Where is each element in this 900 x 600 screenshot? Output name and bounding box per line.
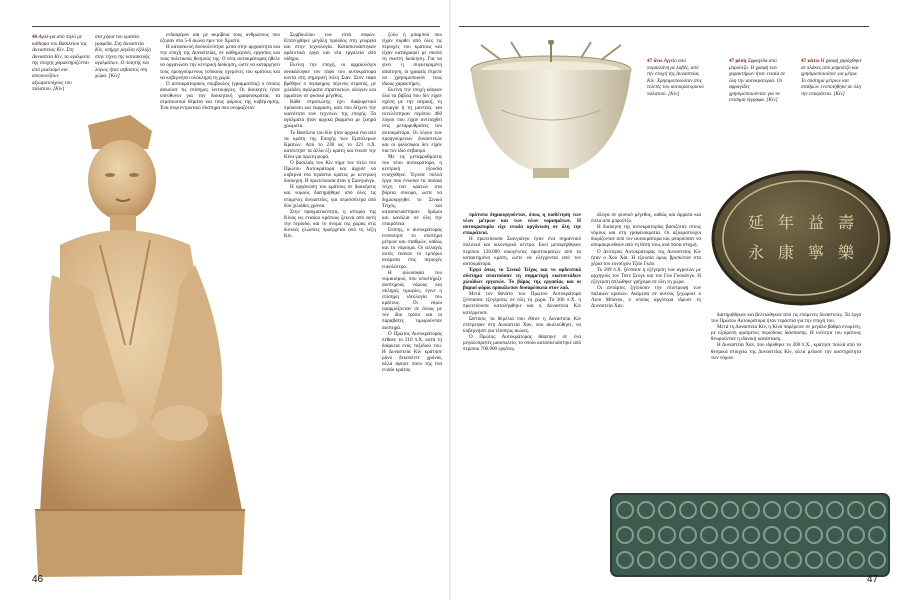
paragraph: Εκείνη την εποχή, οι αρχαιολόγοι ανακάλυψαν τον τάφο του αυτοκράτορα κοντά στη σημερινή πόλη Σιάν. Στον τάφο βρέθηκε ο περίφημος πήλινος στρατός, με χιλιάδες αγάλματα στρατιωτών, αλόγων και αρμάτων σε φυσικό μέγεθος. xyxy=(284,62,376,99)
caption-number: 46 xyxy=(32,34,38,40)
paragraph: διατηρήθηκαν και βελτιώθηκαν από τις επόμενες δυναστείες. Τα έργα του Πρώτου Αυτοκράτορα ήταν τεράστια για την εποχή του. xyxy=(711,312,861,325)
seal-character: 寧 xyxy=(807,243,825,262)
figure-caption xyxy=(801,58,863,168)
paragraph: Η διοίκηση της αυτοκρατορίας βασιζόταν στους νόμους και στη γραφειοκρατία. Οι αξιωματούχοι διορίζονταν από τον αυτοκράτορα και μπορούσαν να απομακρυνθούν από τη θέση τους ανά πάσα στιγμή. xyxy=(591,224,701,249)
bowl-image xyxy=(461,40,641,200)
text-column-2 xyxy=(284,32,376,567)
bronze-plaque-image xyxy=(609,490,891,580)
paragraph: Η οργάνωση του κράτους σε διοικήσεις και νομούς διατηρήθηκε από όλες τις επόμενες δυναστείες, για περισσότερα από δύο χιλιάδες χρόνια. xyxy=(284,184,376,209)
paragraph: Ο αυτοκρατορικός σύμβουλος (γραμματέας) ο οποίος ασκούσε τις επίσημες λειτουργίες. Οι διοικητές ήταν υπεύθυνοι για την διοικητική γραφειοκρατία, τα στρατιωτικά θέματα και τους φόρους της κυβέρνησης. Ένα συγκεντρωτικό σύστημα που ονομαζόταν xyxy=(160,80,280,112)
paragraph: Έργα όπως το Σινικό Τείχος και το αρδευτικό σύστημα απαιτούσαν τη συμμετοχή εκατοντάδων χιλιάδων εργατών. Το βάρος της εργασίας και οι βαριοί φόροι προκάλεσαν δυσαρέσκεια στον λαό. xyxy=(463,266,581,292)
paragraph: Κάθε στρατιώτης έχει διαφορετικό πρόσωπο και έκφραση, κάτι που δείχνει την ικανότητα των τεχνιτών της εποχής. Τα αγάλματα ήταν αρχικά βαμμένα με ζωηρά χρώματα. xyxy=(284,99,376,130)
paragraph: Εκείνη την εποχή κάηκαν όλα τα βιβλία που δεν είχαν σχέση με την ιατρική, τη γεωργία ή τη μαντεία, και εκτελέστηκαν περίπου 460 λόγιοι που είχαν αντιταχθεί στις μεταρρυθμίσεις του αυτοκράτορα. Οι λόγιοι των προηγούμενων δυναστειών και οι φιλόσοφοι δεν είχαν πια τον ίδιο σεβασμό. xyxy=(382,86,442,154)
paragraph: Στην πραγματικότητα, η ιστορία της Κίνας ως ενιαίου κράτους ξεκινά από αυτή την περίοδο, και το όνομα της χώρας στις δυτικές γλώσσες προέρχεται από τη λέξη Κίν. xyxy=(284,208,376,240)
paragraph: Επίσης, ο αυτοκράτορας ενοποίησε το σύστημα μέτρων και σταθμών, καθώς και το νόμισμα. Οι αλλαγές αυτές έκαναν το εμπόριο ανάμεσα στις περιοχές ευκολότερο. xyxy=(382,227,442,270)
text-column-1 xyxy=(160,32,280,562)
seal-character: 壽 xyxy=(837,213,855,232)
paragraph: Ο Πρώτος Αυτοκράτορας θάφτηκε σε ένα μεγαλοπρεπές μαυσωλείο, το οποίο κατασκευάστηκε από περίπου 700.000 εργάτες. xyxy=(463,333,581,353)
paragraph: ενδιαφέρον και με ακρίβεια τους ανθρώπους που έζησαν στα 5-6 αιώνα πριν τον Χριστό. xyxy=(160,32,280,45)
caption-text: στα χέρια του κρατάει γραφίδα. Στη Δυναστεία Κίν, υπήρχε μεγάλη εξέλιξη στην τέχνη της κατασκευής αγαλμάτων. Ο ποιητής και λόγιος ήταν σεβαστός στη χώρα. [Κίν] xyxy=(95,34,151,79)
text-column-3 xyxy=(711,312,861,492)
paragraph: Ο βασιλιάς του Κίν πήρε τον τίτλο του Πρώτου Αυτοκράτορα και άρχισε να κυβερνά ένα τεράστιο κράτος με κεντρική διοίκηση. Η πρωτεύουσα ήταν η Σιανγιάνγκ. xyxy=(284,159,376,185)
caption-number: 47 άνω xyxy=(647,58,663,64)
paragraph: Ο Πρώτος Αυτοκράτορας πέθανε το 210 π.Χ. κατά τη διάρκεια ενός ταξιδιού του. Η Δυναστεία Κίν κράτησε μόνο δεκαπέντε χρόνια, αλλά άφησε πίσω της ένα ενιαίο κράτος. xyxy=(382,330,442,374)
paragraph: Η κατασκευή δυσκολεύτηκε μέσα στην αρχαιότητα και την εποχή της Δυναστείας, σε καθημερινές εργασίες και τους πολιτικούς θεσμούς της. Ο νέος αυτοκράτορας ήθελε να οργανώσει την κεντρική διοίκηση, ώστε να καταργήσει τους προηγούμενους τοπικούς ηγεμόνες του κράτους και να κυβερνήσει ολόκληρη τη χώρα. xyxy=(160,44,280,81)
paragraph: Το Βασίλειο του Κίν ήταν αρχικά ένα από τα κράτη της Εποχής των Εμπόλεμων Κρατών. Από το 230 ως το 221 π.Χ. κατέκτησε τα άλλα έξι κράτη και ένωσε την Κίνα για πρώτη φορά. xyxy=(284,129,376,160)
paragraph: Το 209 π.Χ. ξέσπασε η εξέγερση των αγροτών με αρχηγούς τον Τσεν Σενγκ και τον Γου Γκουάνγκ. Η εξέγερση απλώθηκε γρήγορα σε όλη τη χώρα. xyxy=(591,266,701,286)
seal-character: 永 xyxy=(747,243,765,262)
figure-caption xyxy=(729,58,787,168)
header-rule xyxy=(459,26,869,27)
paragraph: Με τις μεταρρυθμίσεις του νέου αυτοκράτορα, η κεντρική εξουσία ενισχύθηκε. Έγιναν πολλά έργα που ένωσαν τα παλαιά τείχη των κρατών στα βόρεια σύνορα, ώστε να δημιουργηθεί το Σινικό Τείχος, και κατασκευάστηκαν δρόμοι και κανάλια σε όλη την επικράτεια. xyxy=(382,153,442,227)
caption-text: Η γραφή χαράχθηκε σε πλάκες από μπρούτζο και χρησιμοποιούταν για μέτρα. Το σύστημα μέτρων και σταθμών ενοποιήθηκε σε όλη την επικράτεια. [Κίν] xyxy=(801,58,862,97)
text-column-3 xyxy=(382,32,442,567)
paragraph: Η πρωτεύουσα Σιανγιάνγκ ήταν ένα σημαντικό πολιτικό και οικονομικό κέντρο. Εκεί μεταφέρθηκαν περίπου 120.000 οικογένειες αριστοκρατών από τα κατακτημένα κράτη, ώστε να ελέγχονται από τον αυτοκράτορα. xyxy=(463,236,581,267)
header-rule xyxy=(32,26,440,27)
paragraph: Μετά τον θάνατο του Πρώτου Αυτοκράτορα ξέσπασαν εξεγέρσεις σε όλη τη χώρα. Το 206 π.Χ. η πρωτεύουσα καταλήφθηκε και η Δυναστεία Κίν κατέρρευσε. xyxy=(463,291,581,316)
paragraph: Η φιλοσοφία του νομικισμού, που υποστήριζε αυστηρούς νόμους και σκληρές τιμωρίες, έγινε η επίσημη ιδεολογία του κράτους. Οι νόμοι εφαρμόζονταν σε όλους με τον ίδιο τρόπο και οι παραβάτες τιμωρούνταν αυστηρά. xyxy=(382,269,442,331)
seal-character: 延 xyxy=(747,213,765,232)
caption-text: Σφραγίδα από μπρούτζο. Η γραφή των χαρακτήρων ήταν ενιαία σε όλη την αυτοκρατορία. Οι σφραγίδες χρησιμοποιούνταν για τα επίσημα έγγραφα. [Κίν] xyxy=(729,58,786,103)
paragraph: Ωστόσο, τα θεμέλια που έθεσε η Δυναστεία Κίν επέτρεψαν στη Δυναστεία Χαν, που ακολούθησε, να κυβερνήσει για τέσσερις αιώνες. xyxy=(463,315,581,334)
paragraph: Ο Δεύτερος Αυτοκράτορας της Δυναστείας Κίν ήταν ο Χου Χάι. Η εξουσία όμως βρισκόταν στα χέρια του ευνούχου Τζάο Γκάο. xyxy=(591,248,701,267)
caption-number: 47 μέση xyxy=(729,58,747,64)
right-page xyxy=(451,0,900,600)
left-page xyxy=(0,0,449,600)
paragraph: Οι αντάρτες ζητούσαν την επιστροφή των παλαιών κρατών. Ανάμεσα σε αυτούς ξεχώρισε ο Λιου Μπανγκ, ο οποίος αργότερα ίδρυσε τη Δυναστεία Χαν. xyxy=(591,285,701,310)
caption-text: Αγγείο από πορσελάνη με λαβές, από την εποχή της Δυναστείας Κίν. Χρησιμοποιούταν στις τελετές του αυτοκρατορικού παλατιού. [Κίν] xyxy=(647,58,704,97)
figure-caption xyxy=(32,34,90,102)
paragraph: άλογα σε φυσικό μέγεθος, καθώς και άρματα και όπλα από μπρούτζο. xyxy=(591,212,701,225)
seal-character: 康 xyxy=(777,243,795,262)
caption-number: 47 κάτω xyxy=(801,58,820,64)
paragraph: Μετά τη Δυναστεία Κίν, η Κίνα παρέμεινε σε μεγάλο βαθμό ενωμένη, με εξαίρεση ορισμένες περιόδους διάσπασης. Η ενότητα του κράτους θεωρούνταν η ιδανική κατάσταση. xyxy=(711,324,861,343)
paragraph: Συμβουλίου των επτά σοφών. Επιτεύχθηκε μεγάλη πρόοδος στη γεωργία και στην τεχνολογία. Κατασκευάστηκαν αρδευτικά έργα και νέα εργαλεία από σίδηρο. xyxy=(284,32,376,63)
figure-caption xyxy=(647,58,705,168)
page-number: 46 xyxy=(32,574,44,585)
seal-character: 益 xyxy=(807,213,825,232)
text-column-1 xyxy=(463,212,581,572)
seal-character: 樂 xyxy=(837,243,855,262)
page-number: 47 xyxy=(867,574,879,585)
paragraph: πρότυπα δημιουργούνταν, όπως η υιοθέτηση των νέων μέτρων και των νέων νομισμάτων. Η αυτοκρατορία είχε ενιαία οργάνωση σε όλη την επικράτεια. xyxy=(463,212,581,237)
seal-image xyxy=(701,168,891,308)
paragraph: Η Δυναστεία Χαν, που ιδρύθηκε το 206 π.Χ., κράτησε πολλά από τα θεσμικά στοιχεία της Δυναστείας Κίν, αλλά μείωσε την αυστηρότητα των νόμων. xyxy=(711,342,861,361)
caption-text: Αγαλ-μα από πηλό με κάθισμα του Βασιλείου της Δυναστείας Κίν. Στη Δυναστεία Κίν, τα αγάλματα της εποχής χαρακτηρίζονται από ρεαλισμό και απεικονίζουν αξιωματούχους του παλατιού. [Κίν] xyxy=(32,34,90,92)
figure-caption-continued xyxy=(95,34,153,102)
seal-character: 年 xyxy=(777,213,795,232)
paragraph: ξύλο ή μπαμπού που είχαν συρθεί από όλες τις περιοχές του κράτους και είχαν καταγραφεί με σκοπό τη σωστή διοίκηση. Για να γίνει η συγκεκριμένη απαίτηση, οι γραφείς έπρεπε να χρησιμοποιούν τους ίδιους χαρακτήρες. xyxy=(382,32,442,87)
